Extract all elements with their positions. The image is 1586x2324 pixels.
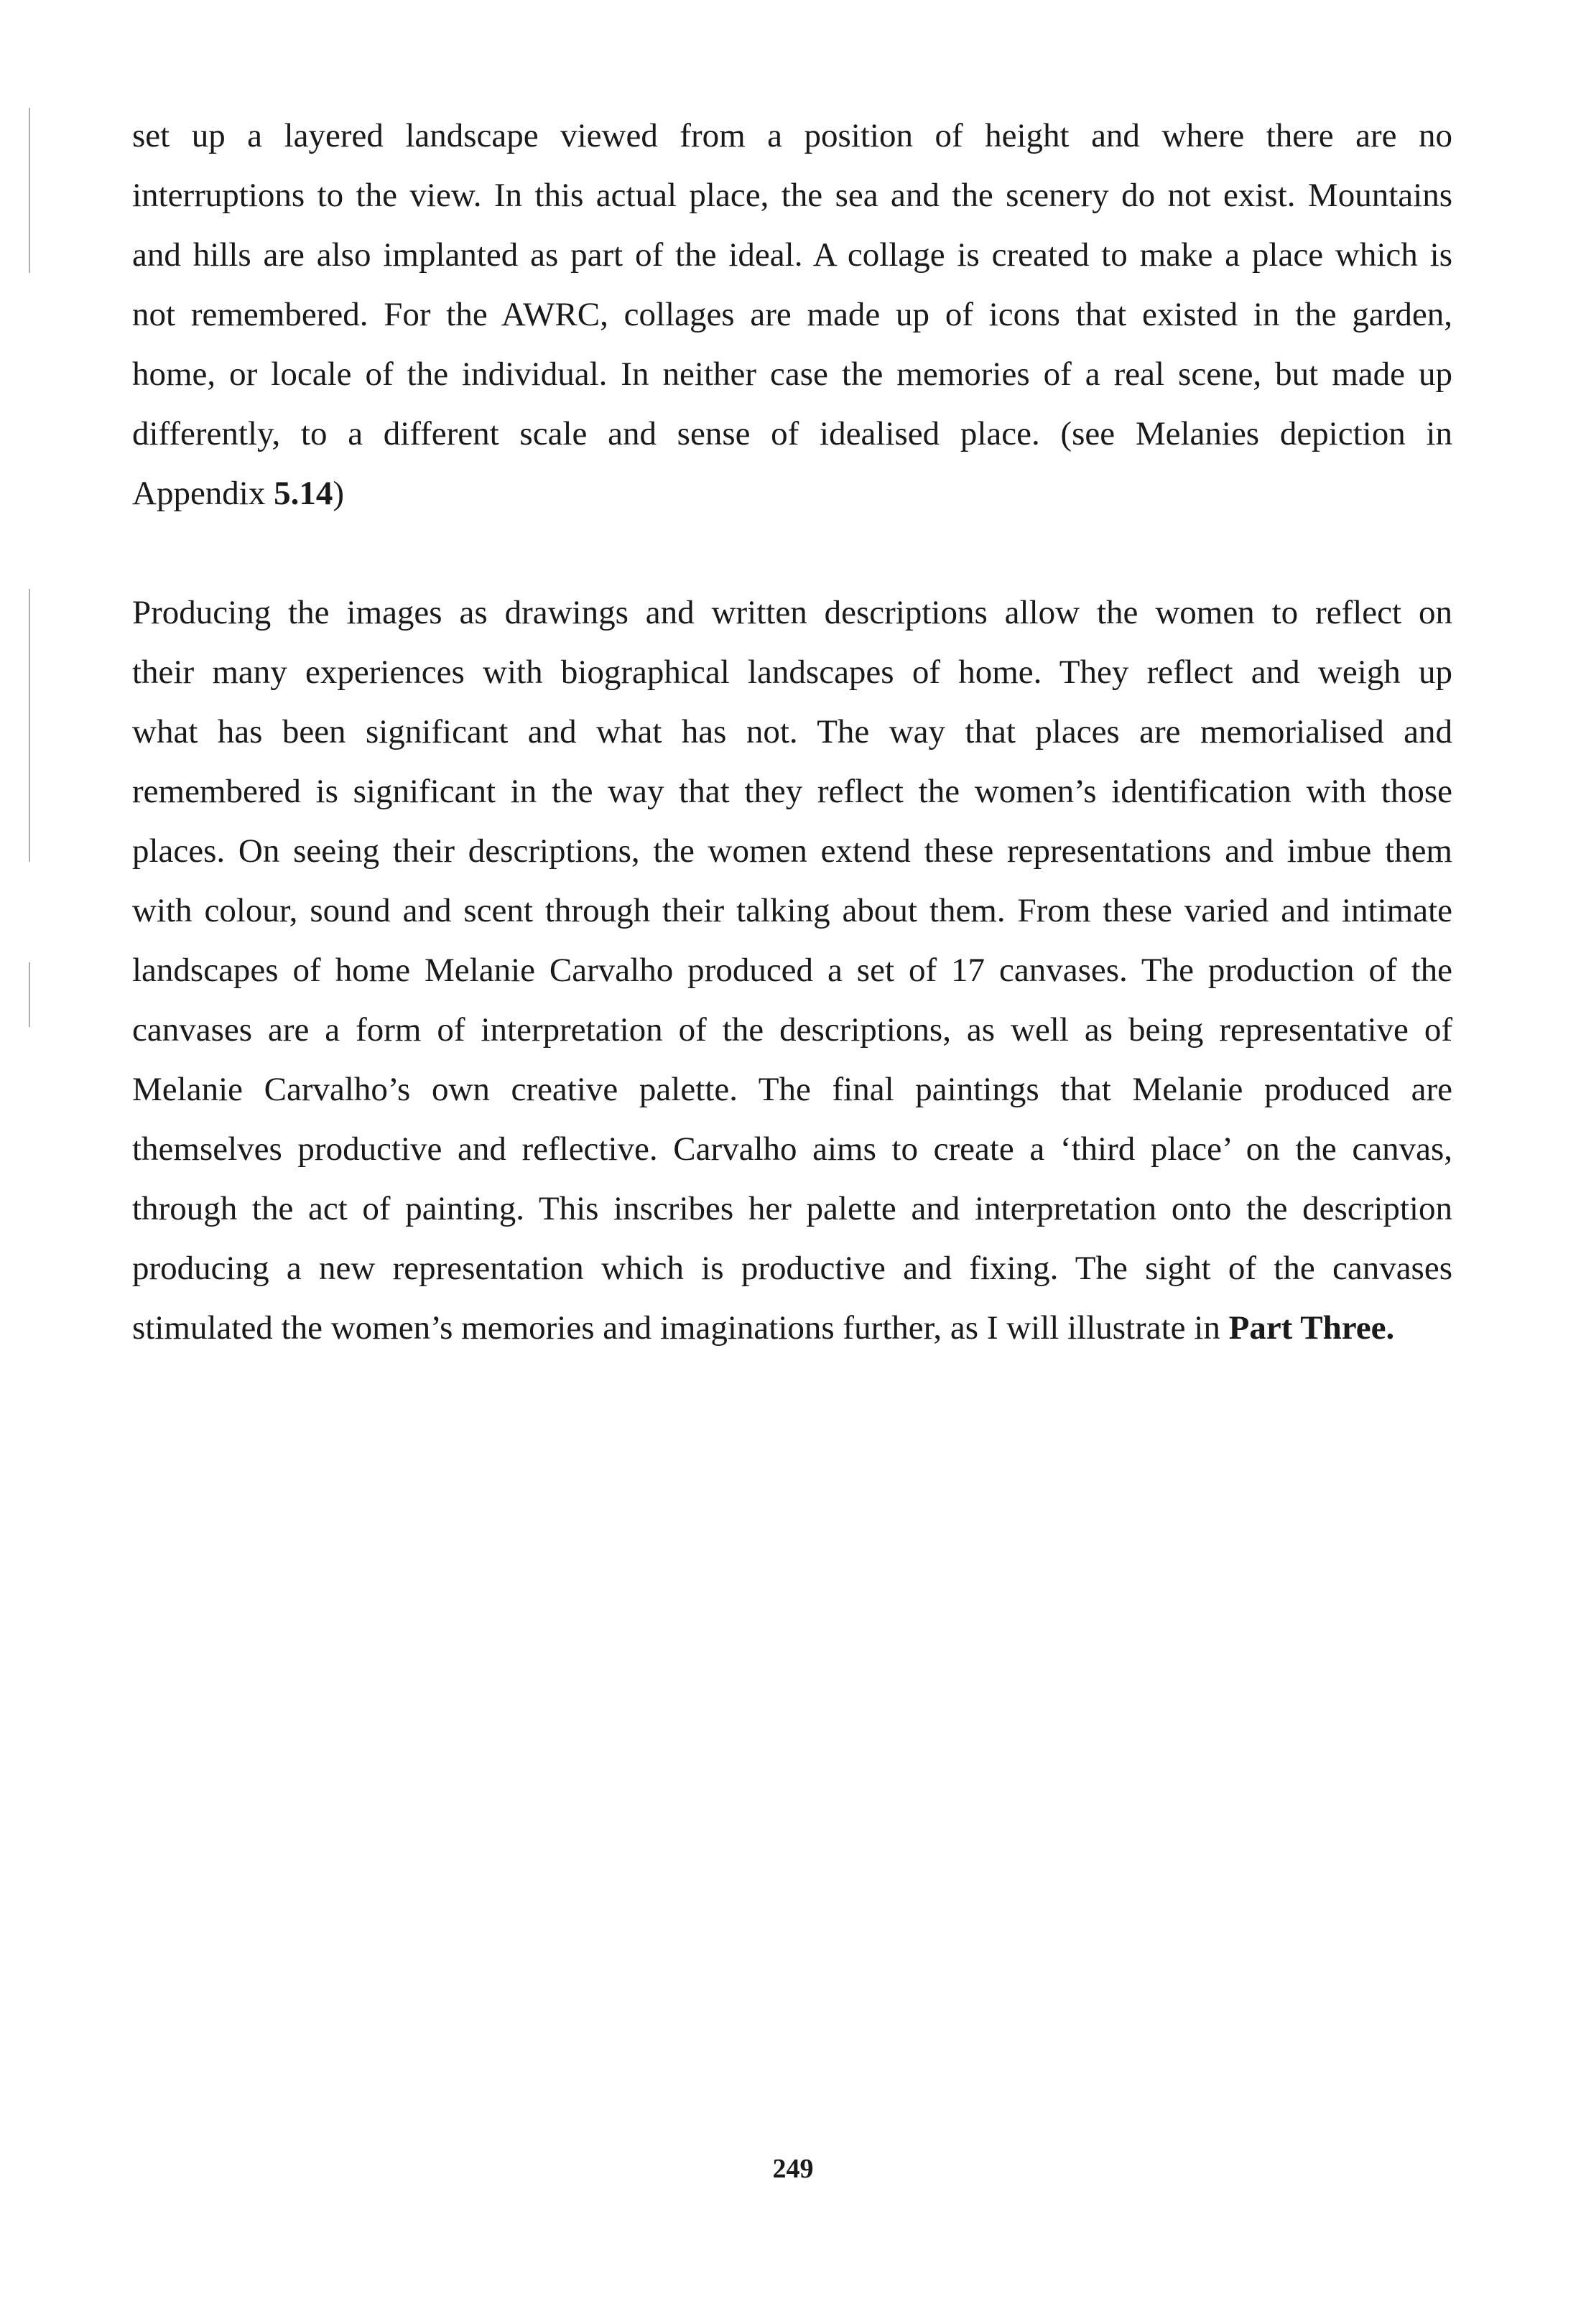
text-line: home, or locale of the individual. In neither case the memories of a real scene, but made up (132, 355, 1452, 393)
text-line: interruptions to the view. In this actual place, the sea and the scenery do not exist. Mountains (132, 177, 1452, 214)
paragraph-1 (132, 106, 1452, 524)
text-line-last (132, 1298, 1452, 1358)
text-line: not remembered. For the AWRC, collages are made up of icons that existed in the garden, (132, 296, 1452, 333)
text-line-last (132, 464, 1452, 524)
text-line: differently, to a different scale and sense of idealised place. (see Melanies depiction in (132, 415, 1452, 452)
text-line: their many experiences with biographical landscapes of home. They reflect and weigh up (132, 654, 1452, 691)
text-line: Melanie Carvalho’s own creative palette. The final paintings that Melanie produced are (132, 1071, 1452, 1108)
text-line: and hills are also implanted as part of the ideal. A collage is created to make a place which is (132, 236, 1452, 274)
text-line: what has been significant and what has not. The way that places are memorialised and (132, 713, 1452, 750)
text-line: themselves productive and reflective. Carvalho aims to create a ‘third place’ on the canvas, (132, 1130, 1452, 1168)
text-segment: stimulated the women’s memories and imaginations further, as I will illustrate in (132, 1309, 1229, 1347)
scan-margin-mark (29, 962, 30, 1027)
text-line: with colour, sound and scent through their talking about them. From these varied and intimate (132, 892, 1452, 929)
appendix-reference: 5.14 (274, 475, 333, 512)
text-line: landscapes of home Melanie Carvalho produced a set of 17 canvases. The production of the (132, 952, 1452, 989)
scan-margin-mark (29, 108, 30, 273)
text-line: producing a new representation which is productive and fixing. The sight of the canvases (132, 1250, 1452, 1287)
paragraph-2 (132, 583, 1452, 1358)
page-number: 249 (772, 2154, 814, 2184)
text-line: through the act of painting. This inscribes her palette and interpretation onto the description (132, 1190, 1452, 1227)
text-line: places. On seeing their descriptions, the women extend these representations and imbue them (132, 832, 1452, 870)
text-line: Producing the images as drawings and written descriptions allow the women to reflect on (132, 594, 1452, 631)
scan-margin-mark (29, 589, 30, 862)
text-line: remembered is significant in the way that they reflect the women’s identification with those (132, 773, 1452, 810)
text-line: canvases are a form of interpretation of the descriptions, as well as being representative of (132, 1011, 1452, 1049)
text-segment: ) (333, 475, 345, 512)
text-line: set up a layered landscape viewed from a position of height and where there are no (132, 117, 1452, 154)
part-reference: Part Three. (1228, 1309, 1395, 1347)
text-segment: Appendix (132, 475, 274, 512)
